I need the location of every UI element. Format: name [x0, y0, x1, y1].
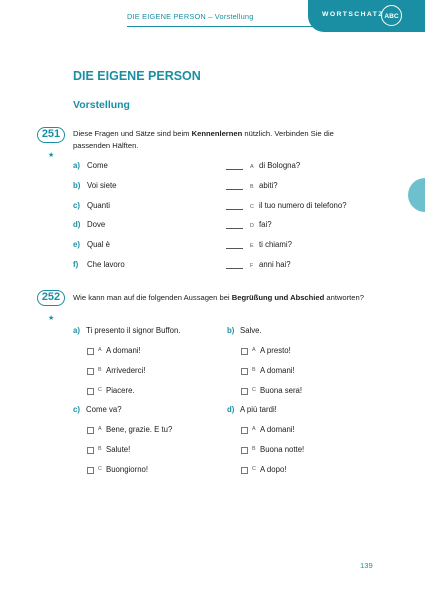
option-letter: B	[252, 367, 256, 373]
option-text: Buongiorno!	[106, 465, 149, 474]
sentence-start: Come	[87, 161, 108, 170]
item-letter: f)	[73, 260, 79, 269]
answer-checkbox[interactable]	[241, 348, 248, 355]
option-text: A domani!	[106, 346, 141, 355]
page-number: 139	[360, 561, 373, 570]
option-letter: C	[252, 466, 256, 472]
sentence-end: fai?	[259, 220, 272, 230]
answer-checkbox[interactable]	[87, 348, 94, 355]
option-text: Bene, grazie. E tu?	[106, 425, 173, 434]
matching-row	[0, 239, 425, 251]
page-title: DIE EIGENE PERSON	[73, 69, 201, 83]
section-title: Vorstellung	[73, 99, 130, 111]
item-prompt: Salve.	[240, 326, 262, 335]
answer-blank[interactable]	[226, 189, 243, 190]
option-letter: B	[98, 367, 102, 373]
option-letter: A	[252, 347, 256, 353]
option-letter: D	[250, 223, 254, 230]
item-letter: b)	[227, 326, 235, 335]
answer-checkbox[interactable]	[87, 467, 94, 474]
answer-checkbox[interactable]	[241, 368, 248, 375]
answer-checkbox[interactable]	[241, 388, 248, 395]
section-tab-label: WORTSCHATZ	[322, 11, 384, 18]
option-letter: B	[252, 446, 256, 452]
item-prompt: A più tardi!	[240, 405, 277, 414]
sentence-end: di Bologna?	[259, 161, 301, 170]
option-letter: F	[250, 263, 254, 269]
answer-checkbox[interactable]	[87, 388, 94, 395]
answer-checkbox[interactable]	[241, 427, 248, 434]
item-letter: b)	[73, 180, 81, 190]
sentence-start: Che lavoro	[87, 260, 125, 269]
answer-checkbox[interactable]	[87, 447, 94, 454]
star-icon: ★	[48, 152, 55, 159]
option-letter: C	[252, 387, 256, 393]
option-letter: B	[250, 183, 254, 190]
option-text: A presto!	[260, 346, 291, 355]
abc-icon: ABC	[381, 5, 402, 26]
sentence-end: ti chiami?	[259, 240, 292, 250]
option-letter: C	[250, 203, 254, 210]
star-icon: ★	[48, 315, 55, 322]
option-text: Buona notte!	[260, 445, 305, 454]
option-letter: B	[98, 446, 102, 452]
option-text: Salute!	[106, 445, 131, 454]
answer-blank[interactable]	[226, 169, 243, 170]
option-letter: A	[252, 426, 256, 432]
matching-row	[0, 219, 425, 231]
answer-blank[interactable]	[226, 248, 243, 249]
option-text: A domani!	[260, 425, 295, 434]
matching-row	[0, 160, 425, 172]
option-letter: A	[98, 426, 102, 432]
option-letter: C	[98, 466, 102, 472]
item-letter: a)	[73, 161, 80, 170]
option-text: A domani!	[260, 366, 295, 375]
sentence-start: Qual è	[87, 240, 110, 250]
answer-blank[interactable]	[226, 268, 243, 269]
exercise-instruction: Diese Fragen und Sätze sind beim Kennenlernen nützlich. Verbinden Sie die passenden Hälften.	[73, 129, 334, 150]
item-letter: c)	[73, 200, 80, 210]
option-letter: A	[250, 164, 254, 170]
item-letter: d)	[227, 405, 235, 414]
section-tab	[308, 0, 425, 32]
breadcrumb: DIE EIGENE PERSON – Vorstellung	[127, 12, 254, 21]
option-text: Piacere.	[106, 386, 135, 395]
sentence-end: abiti?	[259, 180, 278, 190]
exercise-number-badge: 251	[37, 127, 65, 143]
exercise-number-badge: 252	[37, 290, 65, 306]
answer-checkbox[interactable]	[241, 467, 248, 474]
item-prompt: Ti presento il signor Buffon.	[86, 326, 181, 335]
matching-row	[0, 180, 425, 192]
answer-blank[interactable]	[226, 209, 243, 210]
answer-checkbox[interactable]	[241, 447, 248, 454]
option-text: Buona sera!	[260, 386, 303, 395]
matching-row	[0, 259, 425, 271]
item-letter: a)	[73, 326, 80, 335]
answer-checkbox[interactable]	[87, 427, 94, 434]
sentence-end: il tuo numero di telefono?	[259, 200, 347, 210]
answer-blank[interactable]	[226, 228, 243, 229]
sentence-start: Dove	[87, 220, 106, 230]
answer-checkbox[interactable]	[87, 368, 94, 375]
option-letter: C	[98, 387, 102, 393]
option-letter: E	[250, 243, 254, 250]
option-letter: A	[98, 347, 102, 353]
sentence-start: Voi siete	[87, 180, 117, 190]
matching-row	[0, 200, 425, 212]
item-letter: d)	[73, 220, 81, 230]
item-letter: c)	[73, 405, 80, 414]
item-prompt: Come va?	[86, 405, 122, 414]
option-text: A dopo!	[260, 465, 287, 474]
item-letter: e)	[73, 240, 80, 250]
option-text: Arrivederci!	[106, 366, 146, 375]
sentence-start: Quanti	[87, 200, 110, 210]
exercise-instruction: Wie kann man auf die folgenden Aussagen bei Begrüßung und Abschied antworten?	[73, 293, 364, 302]
sentence-end: anni hai?	[259, 260, 291, 269]
